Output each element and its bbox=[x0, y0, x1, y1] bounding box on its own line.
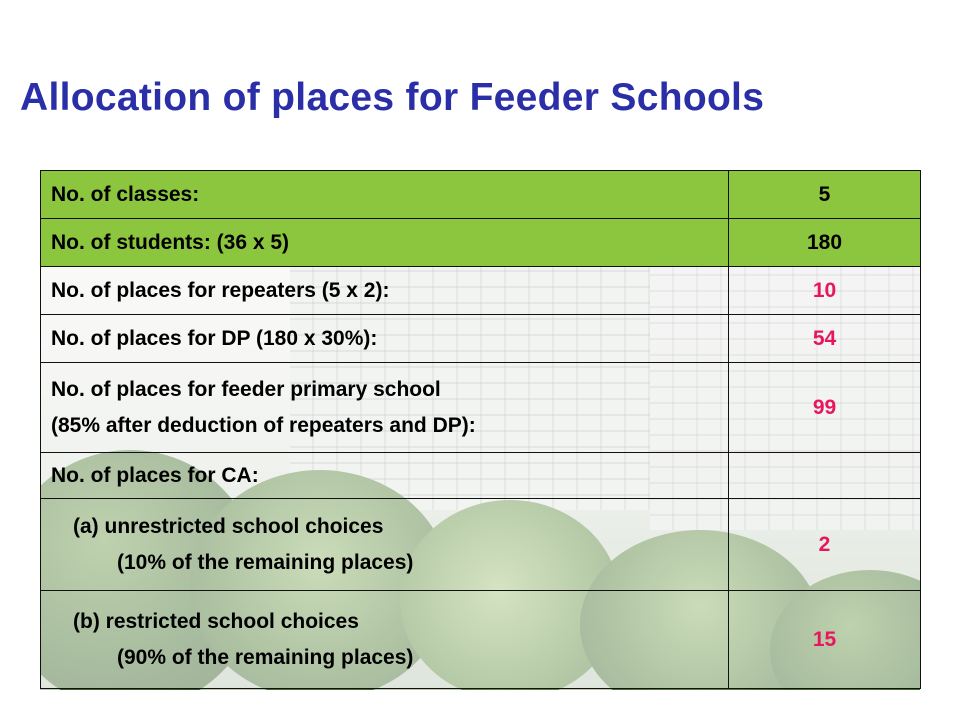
row-label-line2: (10% of the remaining places) bbox=[117, 550, 414, 574]
row-value: 2 bbox=[729, 499, 921, 591]
row-value: 15 bbox=[729, 591, 921, 689]
table-row bbox=[41, 267, 921, 315]
row-value: 10 bbox=[729, 267, 921, 315]
row-label: No. of places for repeaters (5 x 2): bbox=[41, 267, 729, 315]
table-row bbox=[41, 315, 921, 363]
row-value: 54 bbox=[729, 315, 921, 363]
row-label-line2: (90% of the remaining places) bbox=[117, 645, 414, 669]
row-label-line1: No. of places for feeder primary school bbox=[51, 377, 441, 401]
row-label: No. of places for CA: bbox=[41, 453, 729, 499]
table-row bbox=[41, 363, 921, 453]
row-value: 99 bbox=[729, 363, 921, 453]
row-value bbox=[729, 453, 921, 499]
row-label: No. of students: (36 x 5) bbox=[41, 219, 729, 267]
row-label bbox=[41, 499, 729, 591]
row-value: 5 bbox=[729, 171, 921, 219]
row-label-line1: (b) restricted school choices bbox=[73, 609, 359, 633]
row-label-line1: (a) unrestricted school choices bbox=[73, 514, 384, 538]
row-label: No. of classes: bbox=[41, 171, 729, 219]
table-row bbox=[41, 499, 921, 591]
table-row bbox=[41, 171, 921, 219]
page-title: Allocation of places for Feeder Schools bbox=[20, 76, 765, 119]
table-row bbox=[41, 453, 921, 499]
table-row bbox=[41, 219, 921, 267]
row-label bbox=[41, 363, 729, 453]
table-row bbox=[41, 591, 921, 689]
row-label bbox=[41, 591, 729, 689]
row-label: No. of places for DP (180 x 30%): bbox=[41, 315, 729, 363]
row-value: 180 bbox=[729, 219, 921, 267]
allocation-table bbox=[40, 170, 921, 689]
row-label-line2: (85% after deduction of repeaters and DP): bbox=[51, 413, 476, 437]
